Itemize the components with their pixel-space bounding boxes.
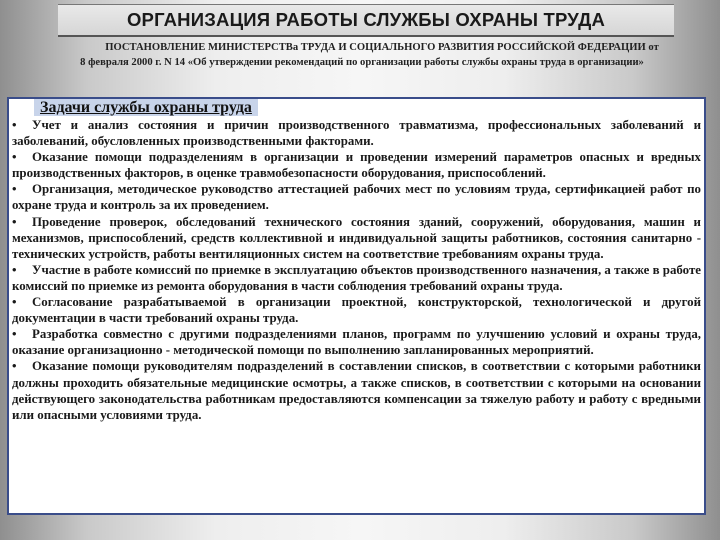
bullet-icon: • [12,262,17,277]
list-item-text: Участие в работе комиссий по приемке в эксплуатацию объектов производственного назначения, а также в работе комиссий по приемке из ремонта оборудования в части соблюдения требований охраны труда. [12,262,701,293]
list-item [12,214,701,262]
bullet-icon: • [12,182,17,197]
list-item [12,326,701,358]
list-item [12,117,701,149]
list-item-text: Проведение проверок, обследований технического состояния зданий, сооружений, оборудования, машин и механизмов, приспособлений, средств коллективной и индивидуальной защиты работников, состояния санитарно - технических устройств, работы вентиляционных систем на соответствие требованиям охраны труда. [12,214,701,261]
list-item [12,262,701,294]
bullet-icon: • [12,359,17,374]
list-item-text: Разработка совместно с другими подразделениями планов, программ по улучшению условий и охраны труда, оказание организационно - методической помощи по выполнению запланированных мероприятий. [12,327,701,358]
bullet-icon: • [12,214,17,229]
list-item-text: Оказание помощи руководителям подразделений в составлении списков, в соответствии с которыми работники должны проходить обязательные медицинские осмотры, а также списков, в соответствии с которыми на основании действующего законодательства работникам предоставляются компенсации за тяжелую работу и работу с вредными или опасными условиями труда. [12,359,701,422]
bullet-icon: • [12,295,17,310]
list-item-text: Согласование разрабатываемой в организации проектной, конструкторской, технологической и другой документации в части требований охраны труда. [12,295,701,326]
task-list [12,117,701,423]
decree-reference [28,40,696,70]
list-item-text: Оказание помощи подразделениям в организации и проведении измерений параметров опасных и вредных производственных факторов, в оценке травмобезопасности оборудования, приспособлений. [12,150,701,181]
content-panel [7,97,706,515]
bullet-icon: • [12,327,17,342]
decree-line-2: 8 февраля 2000 г. N 14 «Об утверждении рекомендаций по организации работы службы охраны труда в организации» [80,57,644,68]
bullet-icon: • [12,118,17,132]
list-item-text: Учет и анализ состояния и причин производственного травматизма, профессиональных заболеваний и заболеваний, обусловленных производственными факторами. [12,118,701,149]
section-title: Задачи службы охраны труда [34,99,258,116]
page-title: ОРГАНИЗАЦИЯ РАБОТЫ СЛУЖБЫ ОХРАНЫ ТРУДА [58,4,674,37]
bullet-icon: • [12,150,17,165]
list-item [12,149,701,181]
list-item [12,358,701,422]
decree-line-1: ПОСТАНОВЛЕНИЕ МИНИСТЕРСТВа ТРУДА И СОЦИАЛЬНОГО РАЗВИТИЯ РОССИЙСКОЙ ФЕДЕРАЦИИ от [105,42,659,53]
list-item-text: Организация, методическое руководство аттестацией рабочих мест по условиям труда, сертификацией работ по охране труда и контроль за их проведением. [12,182,701,213]
list-item [12,181,701,213]
list-item [12,294,701,326]
